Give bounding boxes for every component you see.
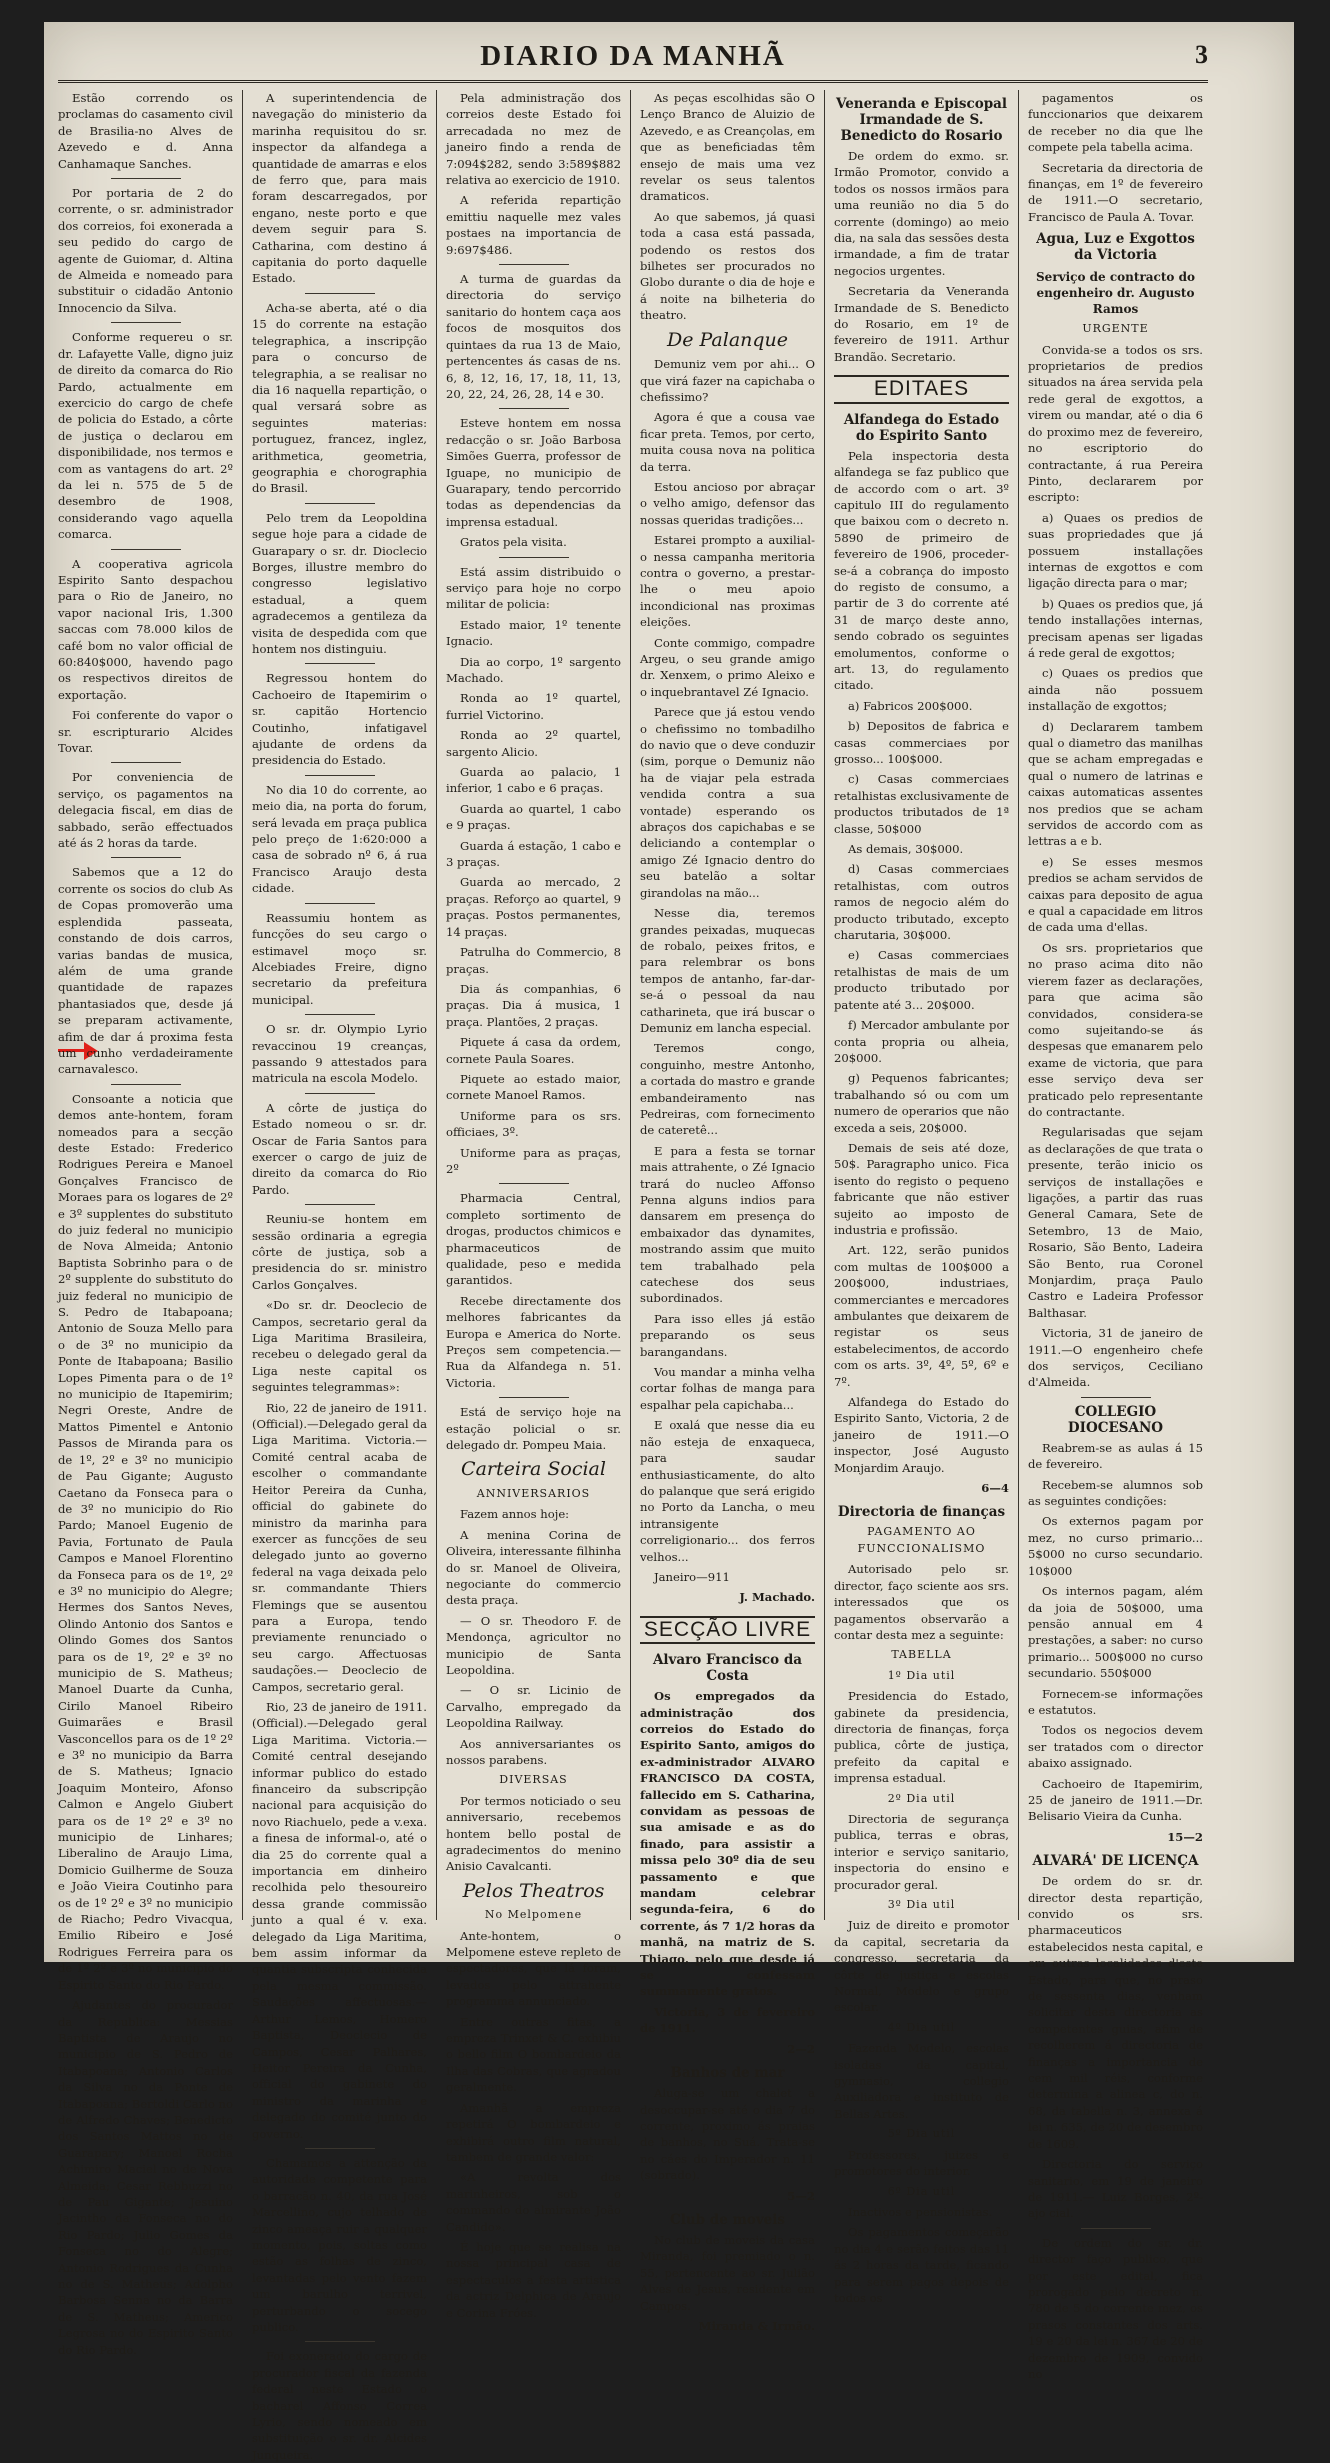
section-title-de-palanque: De Palanque	[666, 328, 789, 351]
article: A côrte de justiça do Estado nomeou o sr. dr. Oscar de Faria Santos para exercer o cargo de juiz de direito da comarca do Rio Pardo.	[252, 1100, 427, 1197]
column-separator	[1018, 90, 1019, 1920]
list-item: e) Casas commerciaes retalhistas de mais de um producto tributado por patente até 3... 20$000.	[834, 948, 1009, 1012]
headline: Agua, Luz e Exgottos da Victoria	[1036, 231, 1195, 264]
dateline: Victoria, 3 de fevereiro de 1911.	[640, 2004, 815, 2036]
table-row-label: 5º Dia util	[887, 2127, 956, 2141]
newspaper-title: DIARIO DA MANHÃ	[480, 40, 786, 72]
article: Reassumiu hontem as funcções do seu cargo o estimavel moço sr. Alcebiades Freire, digno secretario da prefeitura municipal.	[252, 910, 427, 1007]
column-2	[252, 90, 427, 2462]
article: Entre outras fitas, a empreza Trinxet & C. exhibiu o bello film O bombardeio da Ilha das Cobras, que agradou geralmente.	[446, 2014, 621, 2095]
divider	[499, 1183, 569, 1184]
article: Os externos pagam por mez, no curso primario... 5$000 no curso secundario. 10$000	[1028, 1514, 1203, 1578]
list-item: c) Quaes os predios que ainda não possuem installação de exgottos;	[1028, 666, 1203, 714]
table-row-label: 4º Dia util	[887, 2020, 956, 2034]
table-row: Presidencia do Estado, gabinete da presidencia, directoria de finanças, força publica, côrte de justiça, prefeito da capital e imprensa estadual.	[834, 1689, 1009, 1786]
article: No dia 10 do corrente, ao meio dia, na porta do forum, será levada em praça publica pelo preço de 1:620:000 a casa de sobrado nº 6, á rua Francisco Araujo desta cidade.	[252, 782, 427, 896]
section-title-editaes: EDITAES	[834, 375, 1009, 403]
article: Nesse dia, teremos grandes peixadas, muquecas de robalo, peixes fritos, e para relembrar os bons tempos de antanho, far-dar-se-á o pessoal da nau catharineta, que irá buscar o Demuniz em lancha especial.	[640, 906, 815, 1035]
article: Está de serviço hoje na estação policial o sr. delegado dr. Pompeu Maia.	[446, 1405, 621, 1453]
article: Reabrem-se as aulas á 15 de fevereiro.	[1028, 1440, 1203, 1472]
article: Parece que já estou vendo o chefissimo no tombadilho do navio que o deve conduzir (sim, porque o Demuniz não ha de viajar pela estrada vendida contra a sua vontade) esperando os abraços dos capichabas e se deliciando a contemplar o amigo Zé Ignacio dentro do seu batelão a soltar girandolas na mão...	[640, 705, 815, 900]
article: Agora é que a cousa vae ficar preta. Temos, por certo, muita cousa nova na politica da terra.	[640, 410, 815, 474]
subsection-title: URGENTE	[1082, 322, 1149, 336]
article: Secretaria da directoria de finanças, em 1º de fevereiro de 1911.—O secretario, Francisco de Paula A. Tovar.	[1028, 160, 1203, 224]
article: A superintendencia de navegação do ministerio da marinha requisitou do sr. inspector da alfandega a quantidade de amarras e elos de ferro que, para mais foram descarregados, por engano, neste porto e que devem seguir para S. Catharina, com destino á capitania do porto daquelle Estado.	[252, 91, 427, 286]
divider	[305, 1204, 375, 1205]
table-row: Inactivos e pensionistas.	[848, 2204, 993, 2219]
article: Ao que sabemos, já quasi toda a casa está passada, podendo os restos dos bilhetes ser procurados no Globo durante o dia de hoje e á noite na bilheteria do theatro.	[640, 209, 815, 323]
article: De ordem do sr. dr. director desta repartição, convido os srs. pharmaceuticos estabelecidos nesta capital, e em outras localidades d'este Estado, para que, no praso de sessenta dias, venham solicitar desta directoria as competentes guias, afim de recolherem á directoria de finanças a importancia de cem mil réis, conforme determina a alinea c, do n. 68, da tabella n. 3, annexa á lei n. 635, de 20 de desembro de 1609.	[1028, 1874, 1203, 2151]
article: Os internos pagam, além da joia de 50$000, uma pensão annual em 4 prestações, a saber: no curso primario... 500$000 no curso secundario. 550$000	[1028, 1584, 1203, 1681]
list-item: Dia ás companhias, 6 praças. Dia á musica, 1 praça. Plantões, 2 praças.	[446, 981, 621, 1029]
article: Estão correndo os proclamas do casamento civil de Brasilia-no Alves de Azevedo e d. Anna Canhamaque Sanches.	[58, 91, 233, 171]
list-item: Piquete ao estado maior, cornete Manoel Ramos.	[446, 1071, 621, 1103]
article: Pelo trem da Leopoldina segue hoje para a cidade de Guarapary o sr. dr. Dioclecio Borges, illustre membro do congresso legislativo estadual, a quem agradecemos a gentileza da visita de despedida com que hontem nos distinguiu.	[252, 510, 427, 656]
article: Recebem-se alumnos sob as seguintes condições:	[1028, 1477, 1203, 1509]
divider	[305, 503, 375, 504]
article: Autorisado pelo sr. director, faço sciente aos srs. interessados que os pagamentos observarão a contar desta mez a seguinte:	[834, 1562, 1009, 1642]
article: Rio, 22 de janeiro de 1911. (Official).—Delegado geral da Liga Maritima. Victoria.—Comité central acaba de escolher o commandante Heitor Pereira da Cunha, official do gabinete do ministro da marinha para exercer as funcções de seu delegado junto ao governo federal na vaga deixada pelo sr. commandante Thiers Flemings que se ausentou para a Europa, tendo previamente renunciado o seu cargo. Affectuosas saudações.— Deoclecio de Campos, secretario geral.	[252, 1400, 427, 1694]
article: Alfandega do Estado do Espirito Santo, Victoria, 2 de janeiro de 1911.—O inspector, José Augusto Monjardim Araujo.	[834, 1395, 1009, 1475]
headline: Club de moveis	[669, 2211, 785, 2228]
column-separator	[824, 90, 825, 1920]
table-row-label: 3º Dia util	[887, 1898, 956, 1911]
table-row-label: 6º Dia util	[887, 2184, 956, 2198]
list-item: c) Casas commerciaes retalhistas exclusivamente de productos tributados de 1ª classe, 50$000	[834, 772, 1010, 836]
article: De ordem do exmo. sr. Irmão Promotor, convido a todos os nossos irmãos para uma reunião no dia 5 do corrente (domingo) ao meio dia, na sala das sessões desta irmandade, a fim de tratar negocios urgentes.	[834, 149, 1009, 278]
article: Por conveniencia de serviço, os pagamentos na delegacia fiscal, em dias de sabbado, serão effectuados até ás 2 horas da tarde.	[58, 770, 233, 851]
article: Victoria, 31 de janeiro de 1911.—O engenheiro chefe dos serviços, Ceciliano d'Almeida.	[1028, 1326, 1203, 1390]
list-item: Piquete á casa da ordem, cornete Paula Soares.	[446, 1035, 621, 1066]
section-title-seccao-livre: SECÇÃO LIVRE	[640, 1616, 815, 1644]
article: «Do sr. dr. Deoclecio de Campos, secretario geral da Liga Maritima Brasileira, recebeu o delegado geral da Liga neste capital os seguintes telegrammas»:	[252, 1298, 427, 1395]
article: Convida-se a todos os srs. proprietarios de predios situados na área servida pela rede geral de exgottos, a virem ou mandar, até o dia 6 do proximo mez de fevereiro, no escriptorio do contractante, á rua Pereira Pinto, declararem por escripto:	[1028, 342, 1203, 505]
list-item: b) Quaes os predios que, já tendo installações internas, precisam apenas ser ligadas á rede geral de exgottos;	[1028, 596, 1203, 660]
headline: ALVARÁ' DE LICENÇA	[1032, 1853, 1199, 1870]
article: No club de moveis da casa Miranda, foi premiado o n. 55, pertencente ao sr. Julião Alves de Jesus, residente em Campos.	[640, 2232, 815, 2313]
article: Sabemos que a 12 do corrente os socios do club As de Copas promoverão uma esplendida passeata, constando de dois carros, varias bandas de musica, além de uma grande quantidade de rapazes phantasiados que, desde já se preparam activamente, afim de dar á proxima festa um cunho verdadeiramente carnavalesco.	[58, 865, 233, 1077]
article: Gratos pela visita.	[460, 535, 567, 550]
article: Foi exonerado do cargo de procurador fiscal da fazenda federal neste Estado o bacharel Affonso Correa Lyrio, sendo nomeado em substituição o sr. dr. Alcides Junqueira.	[252, 2349, 427, 2462]
list-item: Guarda á estação, 1 cabo e 3 praças.	[446, 838, 621, 870]
article: Os srs. proprietarios que no praso acima dito não vierem fazer as declarações, para que acima são convidados, considera-se como sujeitando-se ás despesas que emanarem pelo exame de victoria, que para esse serviço deva ser praticado pelo representante do contractante.	[1028, 940, 1203, 1119]
article: As peças escolhidas são O Lenço Branco de Aluizio de Azevedo, e as Creançolas, em que as beneficiadas têm ensejo de mais uma vez revelar os seus talentos dramaticos.	[640, 91, 815, 204]
article: Está assim distribuido o serviço para hoje no corpo militar de policia:	[446, 564, 621, 612]
list-item: Guarda ao quartel, 1 cabo e 9 praças.	[446, 801, 621, 833]
article: Acha-se aberta, até o dia 15 do corrente na estação telegraphica, a inscripção para o concurso de telegraphia, a se realisar no dia 16 naquella repartição, o qual versará sobre as seguintes materias: portuguez, francez, inglez, arithmetica, geometria, geographia e chorographia do Brasil.	[252, 300, 427, 496]
article: Foi conferente do vapor o sr. escripturario Alcides Tovar.	[58, 708, 233, 756]
article: A turma de guardas da directoria do serviço sanitario do hontem caça aos focos de mosquitos dos quintaes da rua 13 de Maio, pertencentes ás casas de ns. 6, 8, 12, 16, 17, 18, 11, 13, 20, 22, 24, 26, 28, 14 e 30.	[446, 272, 621, 401]
article: Regularisadas que sejam as declarações de que trata o presente, terão inicio os serviços de installações e ligações, a partir das ruas General Camara, Sete de Setembro, 13 de Maio, Rosario, São Bento, Ladeira São Bento, rua Coronel Monjardim, praça Paulo Castro e Ladeira Professor Balthasar.	[1028, 1125, 1203, 1320]
article: Secretaria da Veneranda Irmandade de S. Benedicto do Rosario, em 1º de fevereiro de 1911. Arthur Brandão. Secretario.	[834, 284, 1009, 364]
list-item: d) Casas commerciaes retalhistas, com outros ramos de negocio além do producto tributado, excepto charutaria, 30$000.	[834, 862, 1009, 943]
table-row: Fazenda Modelo, escolas isoladas da capital, gymnasio, collegio Auxiliadora e instituto de Bellas Artes.	[834, 2041, 1009, 2121]
section-title-carteira-social: Carteira Social	[461, 1458, 606, 1481]
column-4	[640, 90, 815, 2333]
ad-code: 15—2	[1167, 1829, 1203, 1844]
divider	[305, 1093, 375, 1094]
article: Regressou hontem do Cachoeiro de Itapemirim o sr. capitão Hortencio Coutinho, infatigavel ajudante de ordens da presidencia do Estado.	[252, 671, 427, 768]
divider	[305, 775, 375, 776]
list-item: Ronda ao 1º quartel, furriel Victorino.	[446, 691, 621, 722]
article: Os pagamentos começarão no dia 4 e serão feitos das 11 ás 2 horas da tarde, ficando para serem pagos depois de todos os	[834, 2225, 1009, 2305]
headline: Directoria de finanças	[837, 1504, 1006, 1521]
article: Aluga-se um chalet a desoccupar-se até o dia 7 do corrente, proximo ás praias de banhos, no Suá. Trata-se no cáes do Imperador n. 11 (sobrado).	[640, 2086, 815, 2183]
dateline: Janeiro—911	[654, 1569, 730, 1584]
list-item: Ronda ao 2º quartel, sargento Alicio.	[446, 728, 621, 759]
divider	[499, 557, 569, 558]
divider	[111, 857, 181, 858]
list-item: Uniforme para as praças, 2º	[446, 1145, 621, 1176]
article: «A revolta dos marinheiros, sob o commando do almirante João Candido».	[446, 2170, 621, 2234]
column-6	[1028, 90, 1203, 2381]
subsection-title: PAGAMENTO AO FUNCCIONALISMO	[857, 1525, 986, 1555]
table-row-label: 1º Dia util	[887, 1668, 956, 1682]
article: De ordem do sr. dr. director faço publico, que por este edital, fica prorogado pelo decreto n. 780 de 5 do corrente mez, os prasos constantes dos arts. 19 e 20 da lei n. 367 de 20 de dezembro de 1909, convido no	[1028, 2235, 1203, 2381]
list-item: e) Se esses mesmos predios se acham servidos de caixas para deposito de agua e qual a capacidade em litros de cada uma d'ellas.	[1028, 854, 1203, 935]
masthead-rule	[58, 80, 1208, 83]
article: Recebe directamente dos melhores fabricantes da Europa e America do Norte. Preços sem competencia.—Rua da Alfandega n. 51. Victoria.	[446, 1293, 621, 1390]
ad-code: 2—2	[787, 2041, 815, 2056]
article: Art. 122, serão punidos com multas de 100$000 a 200$000, industriaes, commerciantes e mercadores ambulantes que deixarem de registar os seus estabelecimentos, de accordo com os arts. 3º, 4º, 5º, 6º e 7º.	[834, 1243, 1009, 1389]
table-row: Professores, juizes e promotores do interior.	[834, 2147, 1009, 2179]
column-3	[446, 90, 621, 2320]
column-5	[834, 90, 1010, 2305]
table-row: Juiz de direito e promotor da capital, secretaria da congresso, secretaria da côrte de justiça e escolas Normal, Modelo e grupo escolar.	[834, 1918, 1009, 2015]
article: Esteve hontem em nossa redacção o sr. João Barbosa Simões Guerra, professor de Iguape, no municipio de Guarapary, tendo percorrido todas as dependencias da imprensa estadual.	[446, 416, 621, 529]
divider	[499, 264, 569, 265]
article: Rio, 23 de janeiro de 1911. (Official).—Delegado geral Liga Maritima. Victoria.—Comité central desejando informar publico do estado financeiro da subscripção nacional para acquisição do novo Riachuelo, pede a v.exa. a finesa de informal-o, até o dia 25 do corrente qual a importancia em dinheiro recolhida pelo thesoureiro dessa grande commissão junto a qual é v. exa. delegado da Liga Maritima, bem assim informar da quantia subscripta conhecida pela mesma commissão. Saudações affectuosas.—Arthur Lemos, Homero Baptista, Deoclecio de Campos, Cesar Palhares, Heitor Pereira da Cunha, official do gabinete do ministro da marinha e delegado do comité junto do governo.	[252, 1699, 427, 2141]
article: Demais de seis até doze, 50$. Paragrapho unico. Fica isento do registo o pequeno fabricante que não estiver sujeito ao imposto de industria e profissão.	[834, 1140, 1009, 1237]
list-item: b) Depositos de fabrica e casas commerciaes por grosso... 100$000.	[834, 719, 1009, 766]
column-separator	[436, 90, 437, 1920]
headline: Banhos de mar	[670, 2065, 785, 2082]
article: É hoje que se realisa na nossa principal casa de espectaculos a festa artistica da actriz Delphica de Araujo e Corina Fróes.	[446, 2239, 621, 2320]
list-item: g) Pequenos fabricantes; trabalhando só ou com um numero de operarios que não exceda a seis, 20$000.	[834, 1071, 1009, 1135]
article: Todos os negocios devem ser tratados com o director abaixo assignado.	[1028, 1723, 1203, 1771]
article: O sr. dr. Olympio Lyrio revaccinou 19 creanças, passando 9 attestados para matricula na escola Modelo.	[252, 1022, 427, 1086]
article: Demuniz vem por ahi... O que virá fazer na capichaba o chefissimo?	[640, 357, 815, 404]
article: Fazem annos hoje:	[460, 1507, 570, 1522]
article: Conforme requereu o sr. dr. Lafayette Valle, digno juiz de direito da comarca do Rio Pardo, actualmente em exercicio do cargo de chefe de policia do Estado, a côrte de justiça o declarou em disponibilidade, nos termos e com as vantagens do art. 2º da lei n. 575 de 5 de desembro de 1908, considerando vago aquella comarca.	[58, 330, 233, 542]
article: — O sr. Licinio de Carvalho, empregado da Leopoldina Railway.	[446, 1683, 621, 1731]
article: A referida repartição emittiu naquelle mez vales postaes na importancia de 9:697$486.	[446, 193, 621, 257]
article: Estarei prompto a auxilial-o nessa campanha meritoria contra o governo, a prestar-lhe o meu apoio incondicional nas proximas eleições.	[640, 533, 815, 630]
ad-code: 5—2	[787, 2188, 815, 2203]
signature: J. Machado.	[739, 1590, 815, 1605]
article: Estou ancioso por abraçar o velho amigo, defensor das nossas queridas tradições...	[640, 479, 815, 527]
article: Directoria do serviço sanitario, em 19 de janeiro de 1911.— Luiz Borges, 2º-ajo cial.	[1028, 2157, 1203, 2221]
subsection-title: TABELLA	[891, 1648, 952, 1662]
divider	[305, 2148, 375, 2149]
article: Pela inspectoria desta alfandega se faz publico que de accordo com o art. 3º capitulo III do regulamento que baixou com o decreto n. 5890 de primeiro de fevereiro de 1906, proceder-se-á a cobrança do imposto do registo de consumo, a partir de 3 do corrente até 31 de março deste anno, sendo cobrado os seguintes emolumentos, conforme o art. 13, do regulamento citado.	[834, 448, 1009, 693]
list-item: Guarda ao mercado, 2 praças. Reforço ao quartel, 9 praças. Postos permanentes, 14 praças.	[446, 875, 621, 939]
article: Por termos noticiado o seu anniversario, recebemos hontem bello postal de agradecimentos do menino Anisio Cavalcanti.	[446, 1793, 621, 1874]
subsection-title: DIVERSAS	[499, 1773, 568, 1787]
article: Amanhã a empreza repetirá O bombardeio e exhibirá outro film natural, tambem de grande valor:	[446, 2100, 621, 2164]
article: Vou mandar a minha velha cortar folhas de manga para espalhar pela capichaba...	[640, 1365, 815, 1412]
divider	[305, 903, 375, 904]
article: Aos anniversariantes os nossos parabens.	[446, 1736, 621, 1767]
article: Teremos congo, conguinho, mestre Antonho, a cortada do mastro e grande embandeiramento nas Pedreiras, com fornecimento de cateretê...	[640, 1041, 815, 1138]
column-separator	[242, 90, 243, 1920]
article: Pharmacia Central, completo sortimento de drogas, productos chimicos e pharmaceuticos de qualidade, peso e medida garantidos.	[446, 1191, 621, 1288]
table-row: Directoria de segurança publica, terras e obras, interior e serviço sanitario, inspectoria do ensino e procurador geral.	[834, 1811, 1009, 1892]
list-item: Guarda ao palacio, 1 inferior, 1 cabo e 6 praças.	[446, 765, 621, 796]
article: E oxalá que nesse dia eu não esteja de enxaqueca, para saudar enthusiasticamente, do alto do palanque que será erigido no Porto da Lancha, o meu intransigente correligionario... dos ferros velhos...	[640, 1418, 815, 1564]
article-nominations: Consoante a noticia que demos ante-hontem, foram nomeados para a secção deste Estado: Frederico Rodrigues Pereira e Manoel Gonçalves Francisco de Moraes para os logares de 2º e 3º supplentes do substituto do juiz federal no municipio de Nova Almeida; Antonio Baptista Sobrinho para o de 2º supplente do substituto do juiz federal no municipio de S. Pedro de Itabapoana; Antonio de Souza Mello para o de 3º no municipio da Ponte de Itabapoana; Basilio Lopes Pimenta para o de 1º no municipio de Itapemirim; Negri Oreste, Andre de Mattos Pimentel e Antonio Passos de Miranda para os de 1º, 2º e 3º no municipio de Pau Gigante; Augusto Caetano da Fonseca para o de 3º no municipio do Rio Pardo; Manoel Eugenio de Pavia, Fortunato de Paula Campos e Manoel Florentino da Fonseca para os de 1º, 2º e 3º no municipio do Alegre; Hermes dos Santos Neves, Olindo Antonio dos Santos e Olindo Gomes dos Santos para os de 1º, 2º e 3º no municipio de S. Matheus; Manoel Duarte da Cunha, Cirilo Manoel Ribeiro Guimarães e Brasil Vasconcellos para os de 1º 2º e 3º no municipio da Barra de S. Matheus; Ignacio Joaquim Monteiro, Afonso Calmon e Angelo Giubert para os de 1º 2º e 3º no municipio de Linhares; Liberalino de Araujo Lima, Domicio Guilherme de Souza e João Vieira Coutinho para os de 1º 2º e 3º no municipio de Riacho; Pedro Vivacqua, Emilio Ribeiro e José Rodrigues Ferreira para os de 1º 2º e 3º no municipio do Espirito Santo do Rio Pardo.	[58, 1091, 233, 1992]
article: Chamamos a attenção da autoridade competente para o barracão n. 40, da rua José Marcellino, cujo telhado de zinco ameaça ruir a qualquer momento, pois, soltas como estão as folhas de zinco, levantadas pelo vento fazem um barulho terrivel, perturbando o socego publico.	[252, 2155, 427, 2334]
list-item: Estado maior, 1º tenente Ignacio.	[446, 617, 621, 649]
headline: Alvaro Francisco da Costa	[652, 1652, 803, 1685]
article: Por portaria de 2 do corrente, o sr. administrador dos correios, foi exonerada a seu pedido do cargo de agente de Guiomar, d. Altina de Almeida e nomeado para substituir o cidadão Antonio Innocencio da Silva.	[58, 186, 233, 315]
page-number: 3	[1195, 40, 1208, 69]
list-item: Uniforme para os srs. officiaes, 3º.	[446, 1108, 621, 1140]
column-separator	[630, 90, 631, 1920]
divider	[111, 1084, 181, 1085]
subsection-title: No Melpomene	[484, 1908, 583, 1922]
list-item: f) Mercador ambulante por conta propria ou alheia, 20$000.	[834, 1018, 1009, 1065]
divider	[499, 1397, 569, 1398]
headline: COLLEGIO DIOCESANO	[1067, 1403, 1164, 1436]
list-item: Patrulha do Commercio, 8 praças.	[446, 945, 621, 976]
article: E para a festa se tornar mais attrahente, o Zé Ignacio trará do nucleo Affonso Penna alguns indios para dansarem em presença do embaixador das dynamites, mostrando assim que muito tem trabalhado pela catechese dos seus subordinados.	[640, 1143, 815, 1306]
divider	[111, 549, 181, 550]
headline: Serviço de contracto do engenheiro dr. Augusto Ramos	[1036, 270, 1195, 317]
list-item: a) Quaes os predios de suas propriedades que já possuem installações internas de exgottos e com ligação directa para o mar;	[1028, 510, 1203, 591]
article: A menina Corina de Oliveira, interessante filhinha do sr. Manoel de Oliveira, negociante do commercio desta praça.	[446, 1527, 621, 1608]
divider	[305, 1014, 375, 1015]
list-item: Dia ao corpo, 1º sargento Machado.	[446, 654, 621, 685]
column-1	[58, 90, 233, 2357]
table-row-label: 2º Dia util	[887, 1791, 956, 1805]
divider	[499, 408, 569, 409]
article: A cooperativa agricola Espirito Santo despachou para o Rio de Janeiro, no vapor nacional Iris, 1.300 saccas com 78.000 kilos de café bom no valor official de 60:840$000, havendo pago os respectivos direitos de exportação.	[58, 556, 233, 702]
subsection-title: ANNIVERSARIOS	[476, 1486, 591, 1500]
article: pagamentos os funccionarios que deixarem de receber no dia que lhe compete pela tabella acima.	[1028, 91, 1203, 155]
headline: Veneranda e Episcopal Irmandade de S. Benedicto do Rosario	[835, 96, 1008, 144]
list-item: a) Fabricos 200$000.	[848, 698, 973, 713]
columns	[58, 90, 1208, 2462]
article: Conte commigo, compadre Argeu, o seu grande amigo dr. Xenxem, o primo Aleixo e o inquebrantavel Zé Ignacio.	[640, 635, 815, 699]
divider	[111, 322, 181, 323]
ad-code: 6—4	[981, 1481, 1009, 1496]
article: Fornecem-se informações e estatutos.	[1028, 1686, 1203, 1717]
article: Pela administração dos correios deste Estado foi arrecadada no mez de janeiro findo a renda de 7:094$282, sendo 3:589$882 relativa ao exercicio de 1910.	[446, 91, 621, 188]
article: Para isso elles já estão preparando os seus barangandans.	[640, 1311, 815, 1359]
article: Ajudantes do procurador da Republica: Messias Baptista de Araujo no municipio de S. Pedro de Itabapoana; Antonio Carlos da Silva no da Ponte de Itabapoana; Bertoldi Carlo no de Alfredo Chaves; Benedicto dos Santos Mattos no de Guarapary; Manoel Rocha Achimiro Maciel no de Nova Almeida; Cesar Rebbuzzi no de Pau Gigante; Jesuino Jacintho da Fonseca no do Rio Pardo; Julio Gomes da Fonseca no do Alegre; Antonio Rodrigues da Cunha no de S. Matheus; Adolpho Barbosa Senna no da Barra de S. Matheus; Americo Legrosa no do Espirito Santo do Rio Pardo.	[58, 1998, 233, 2357]
article: Os empregados da administração dos correios do Estado do Espirito Santo, amigos do ex-administrador ALVARO FRANCISCO DA COSTA, fallecido em S. Catharina, convidam as pessoas de sua amisade e as do finado, para assistir a missa pelo 30º dia de seu passamento e que mandam celebrar segunda-feira, 6 do corrente, ás 7 1/2 horas da manhã, na matriz de S. Thiago, pelo que desde já se confessam summamente gratos.	[640, 1689, 815, 1999]
divider	[305, 663, 375, 664]
section-title-pelos-theatros: Pelos Theatros	[462, 1879, 605, 1902]
divider	[111, 178, 181, 179]
signature: Miranda & Irmão.	[698, 2318, 815, 2333]
masthead	[58, 40, 1208, 80]
article: Cachoeiro de Itapemirim, 25 de janeiro de 1911.—Dr. Belisario Vieira da Cunha.	[1028, 1776, 1203, 1824]
divider	[305, 2341, 375, 2342]
list-item: d) Declararem tambem qual o diametro das manilhas que se acham empregadas e qual o numero de latrinas e caixas automaticas assentes nos predios que se acham servidos de accordo com as lettras a e b.	[1028, 719, 1203, 849]
divider	[1081, 1397, 1151, 1398]
list-item: As demais, 30$000.	[848, 842, 964, 857]
article: Ante-hontem, o Melpomene esteve repleto de espectadores, que lá foram, levados pelo attrahente programma annunciado.	[446, 1928, 621, 2009]
headline: Alfandega do Estado do Espirito Santo	[843, 411, 1000, 444]
article: — O sr. Theodoro F. de Mendonça, agricultor no municipio de Santa Leopoldina.	[446, 1613, 621, 1677]
article: Reuniu-se hontem em sessão ordinaria a egregia côrte de justiça, sob a presidencia do sr. ministro Carlos Gonçalves.	[252, 1212, 427, 1292]
divider	[1081, 2228, 1151, 2229]
divider	[111, 762, 181, 763]
divider	[305, 293, 375, 294]
